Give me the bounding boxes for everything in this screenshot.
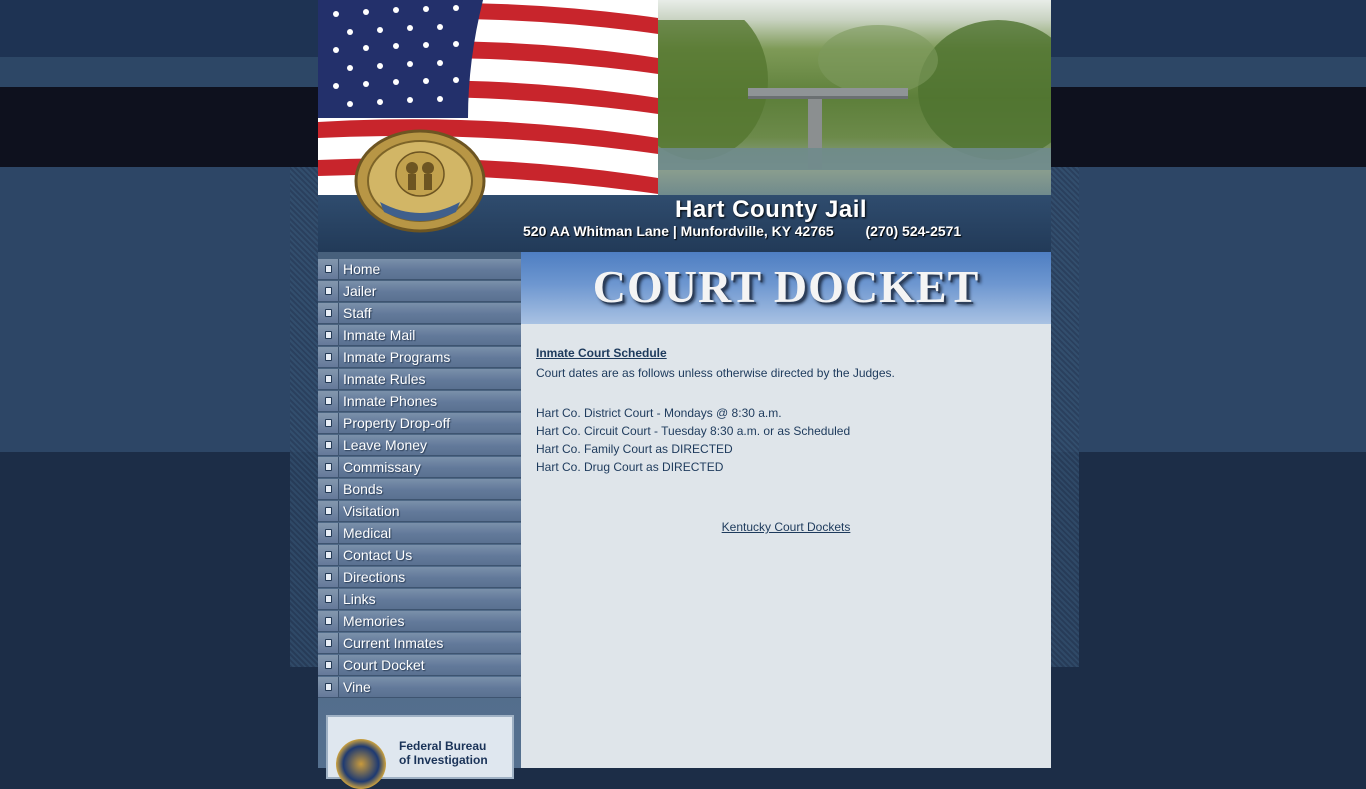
bullet-icon xyxy=(318,677,339,697)
bullet-icon xyxy=(318,589,339,609)
nav-item-staff[interactable] xyxy=(318,303,521,324)
nav-item-jailer[interactable] xyxy=(318,281,521,302)
bullet-icon xyxy=(318,523,339,543)
court-schedule-line: Hart Co. Drug Court as DIRECTED xyxy=(536,460,724,474)
bullet-icon xyxy=(318,633,339,653)
nav-item-label: Leave Money xyxy=(343,437,428,453)
bullet-icon xyxy=(318,479,339,499)
nav-item-label: Bonds xyxy=(343,481,383,497)
site-header xyxy=(318,0,1051,252)
nav-item-label: Inmate Phones xyxy=(343,393,438,409)
nav-item-inmate-mail[interactable] xyxy=(318,325,521,346)
court-schedule-line: Hart Co. Family Court as DIRECTED xyxy=(536,442,733,456)
nav-item-label: Current Inmates xyxy=(343,635,444,651)
nav-item-label: Inmate Rules xyxy=(343,371,426,387)
nav-item-label: Memories xyxy=(343,613,405,629)
bridge-scene-image xyxy=(638,20,1051,170)
nav-item-memories[interactable] xyxy=(318,611,521,632)
schedule-intro-text: Court dates are as follows unless otherwise directed by the Judges. xyxy=(536,366,895,380)
nav-item-label: Home xyxy=(343,261,381,277)
nav-item-inmate-phones[interactable] xyxy=(318,391,521,412)
nav-item-property-drop-off[interactable] xyxy=(318,413,521,434)
nav-item-home[interactable] xyxy=(318,259,521,280)
bullet-icon xyxy=(318,501,339,521)
nav-item-bonds[interactable] xyxy=(318,479,521,500)
fbi-label-line1: Federal Bureau xyxy=(399,739,487,753)
bullet-icon xyxy=(318,281,339,301)
nav-item-label: Property Drop-off xyxy=(343,415,451,431)
bullet-icon xyxy=(318,391,339,411)
nav-item-leave-money[interactable] xyxy=(318,435,521,456)
nav-item-label: Court Docket xyxy=(343,657,425,673)
kentucky-court-dockets-link[interactable]: Kentucky Court Dockets xyxy=(721,520,851,534)
nav-item-label: Inmate Mail xyxy=(343,327,416,343)
nav-item-label: Links xyxy=(343,591,376,607)
nav-item-label: Visitation xyxy=(343,503,400,519)
page-title: COURT DOCKET xyxy=(592,261,980,312)
nav-item-label: Jailer xyxy=(343,283,377,299)
nav-item-label: Contact Us xyxy=(343,547,413,563)
bullet-icon xyxy=(318,611,339,631)
fbi-seal-icon xyxy=(336,739,386,789)
nav-item-medical[interactable] xyxy=(318,523,521,544)
frame-shadow-left xyxy=(290,167,318,667)
sidebar xyxy=(318,252,521,768)
nav-item-commissary[interactable] xyxy=(318,457,521,478)
bullet-icon xyxy=(318,457,339,477)
nav-item-label: Staff xyxy=(343,305,372,321)
bullet-icon xyxy=(318,259,339,279)
hart-county-seal-logo xyxy=(352,126,488,236)
nav-item-inmate-programs[interactable] xyxy=(318,347,521,368)
phone-text: (270) 524-2571 xyxy=(865,223,962,239)
sidebar-nav xyxy=(318,259,521,699)
nav-item-label: Directions xyxy=(343,569,406,585)
site-title: Hart County Jail xyxy=(675,196,868,223)
schedule-heading-link[interactable]: Inmate Court Schedule xyxy=(536,346,667,360)
nav-item-directions[interactable] xyxy=(318,567,521,588)
bullet-icon xyxy=(318,655,339,675)
nav-item-label: Inmate Programs xyxy=(343,349,451,365)
nav-item-contact-us[interactable] xyxy=(318,545,521,566)
main-content xyxy=(521,252,1051,768)
court-schedule-line: Hart Co. District Court - Mondays @ 8:30 a.m. xyxy=(536,406,782,420)
bullet-icon xyxy=(318,435,339,455)
nav-item-court-docket[interactable] xyxy=(318,655,521,676)
fbi-label xyxy=(399,739,509,767)
court-schedule-line: Hart Co. Circuit Court - Tuesday 8:30 a.m. or as Scheduled xyxy=(536,424,851,438)
bullet-icon xyxy=(318,413,339,433)
bullet-icon xyxy=(318,567,339,587)
nav-item-inmate-rules[interactable] xyxy=(318,369,521,390)
bullet-icon xyxy=(318,347,339,367)
nav-item-links[interactable] xyxy=(318,589,521,610)
nav-item-label: Vine xyxy=(343,679,371,695)
bullet-icon xyxy=(318,369,339,389)
fbi-label-line2: of Investigation xyxy=(399,753,488,767)
nav-item-label: Commissary xyxy=(343,459,421,475)
nav-item-visitation[interactable] xyxy=(318,501,521,522)
nav-item-vine[interactable] xyxy=(318,677,521,698)
nav-item-current-inmates[interactable] xyxy=(318,633,521,654)
bullet-icon xyxy=(318,545,339,565)
frame-shadow-right xyxy=(1051,167,1079,667)
fbi-link-box[interactable] xyxy=(326,715,514,779)
address-text: 520 AA Whitman Lane | Munfordville, KY 42765 xyxy=(523,223,834,239)
contact-line xyxy=(523,223,1043,241)
bullet-icon xyxy=(318,303,339,323)
nav-item-label: Medical xyxy=(343,525,392,541)
main-frame xyxy=(318,0,1051,768)
bullet-icon xyxy=(318,325,339,345)
page-banner xyxy=(521,252,1051,324)
